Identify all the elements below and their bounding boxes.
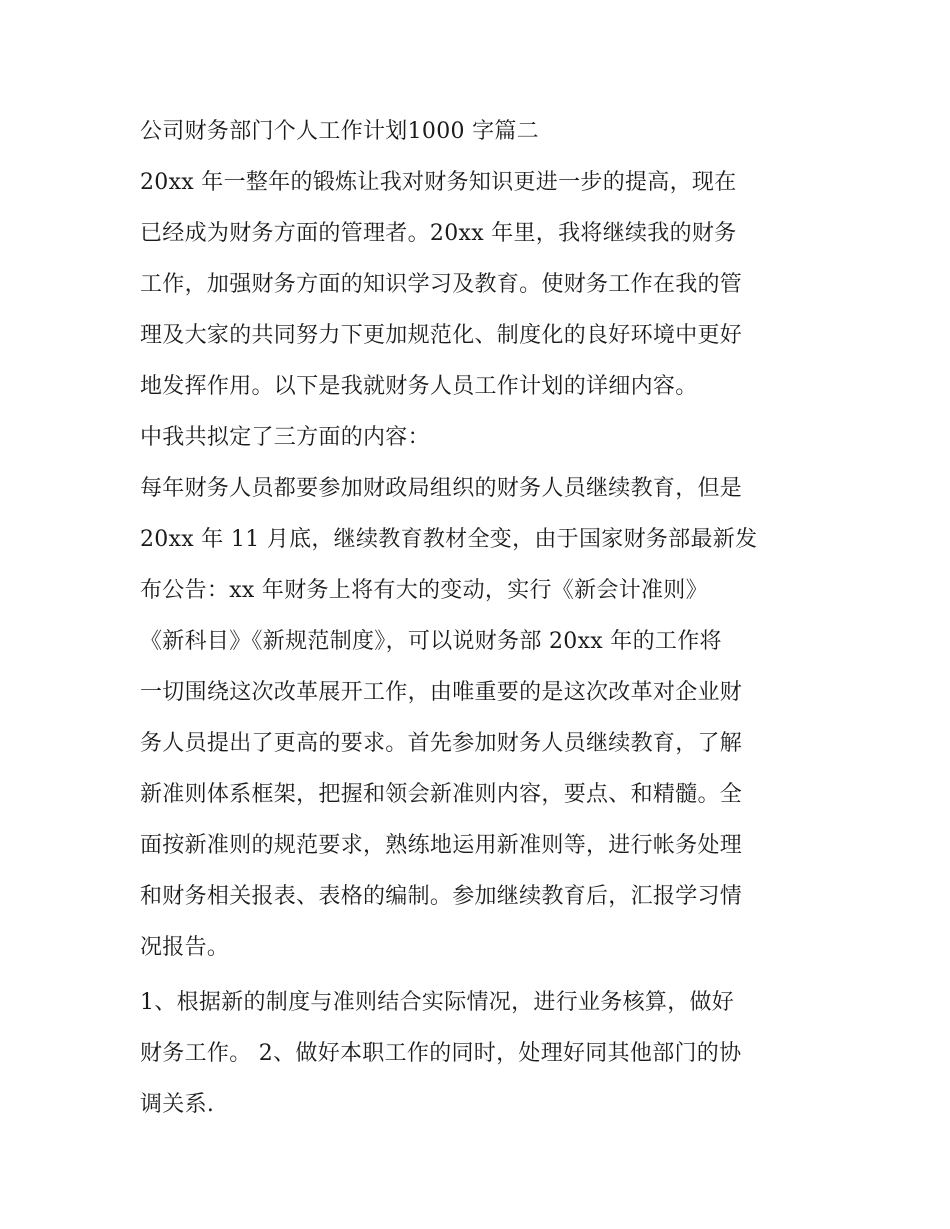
paragraph-line: 面按新准则的规范要求，熟练地运用新准则等，进行帐务处理 xyxy=(140,833,743,858)
document-title: 公司财务部门个人工作计划1000 字篇二 xyxy=(140,119,539,144)
paragraph-line: 和财务相关报表、表格的编制。参加继续教育后，汇报学习情 xyxy=(140,884,743,909)
paragraph-line: 新准则体系框架，把握和领会新准则内容，要点、和精髓。全 xyxy=(140,782,743,807)
paragraph-line: 每年财务人员都要参加财政局组织的财务人员继续教育，但是 xyxy=(140,476,743,501)
paragraph-line: 况报告。 xyxy=(140,935,230,960)
paragraph-line: 20xx 年一整年的锻炼让我对财务知识更进一步的提高，现在 xyxy=(140,170,737,195)
paragraph-line: 布公告：xx 年财务上将有大的变动，实行《新会计准则》 xyxy=(140,578,708,603)
paragraph-line: 20xx 年 11 月底，继续教育教材全变，由于国家财务部最新发 xyxy=(140,527,758,552)
list-item-line: 调关系. xyxy=(140,1092,215,1117)
paragraph-line: 已经成为财务方面的管理者。20xx 年里，我将继续我的财务 xyxy=(140,221,737,246)
paragraph-line: 工作，加强财务方面的知识学习及教育。使财务工作在我的管 xyxy=(140,272,743,297)
paragraph-line: 《新科目》《新规范制度》，可以说财务部 20xx 年的工作将 xyxy=(140,629,722,654)
paragraph-line: 中我共拟定了三方面的内容： xyxy=(140,425,430,450)
list-item-line: 财务工作。 2、做好本职工作的同时，处理好同其他部门的协 xyxy=(140,1041,742,1066)
paragraph-line: 理及大家的共同努力下更加规范化、制度化的良好环境中更好 xyxy=(140,323,743,348)
list-item-line: 1、根据新的制度与准则结合实际情况，进行业务核算，做好 xyxy=(140,990,735,1015)
document-page xyxy=(140,106,820,1130)
paragraph-line: 务人员提出了更高的要求。首先参加财务人员继续教育，了解 xyxy=(140,731,743,756)
paragraph-line: 地发挥作用。以下是我就财务人员工作计划的详细内容。 xyxy=(140,374,698,399)
paragraph-line: 一切围绕这次改革展开工作，由唯重要的是这次改革对企业财 xyxy=(140,680,743,705)
